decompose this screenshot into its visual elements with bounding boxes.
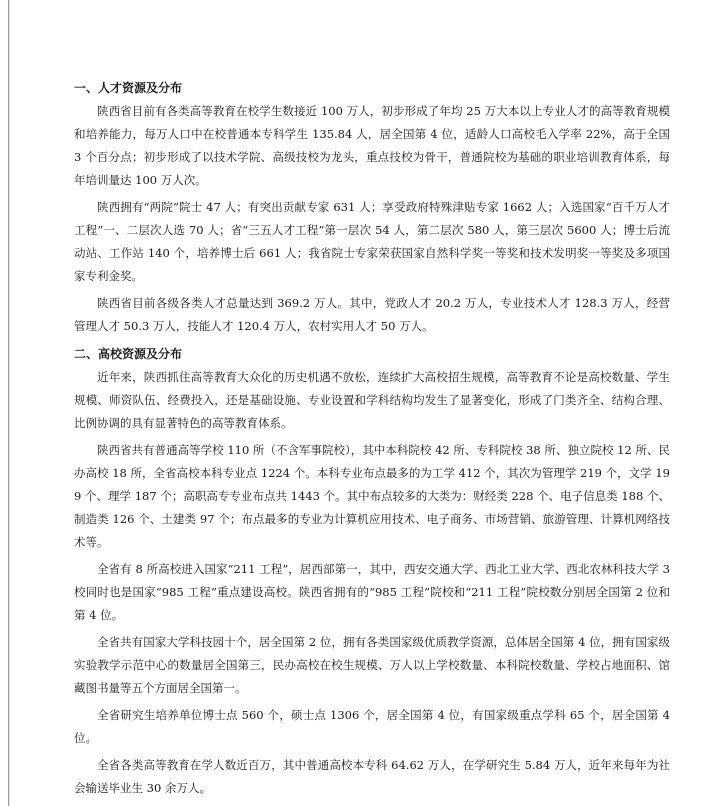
document-body — [74, 76, 670, 804]
paragraph-graduate-programs: 全省研究生培养单位博士点 560 个，硕士点 1306 个，居全国第 4 位，有国家级重点学科 65 个，居全国第 4 位。 — [74, 708, 670, 745]
page-edge-shadow — [9, 0, 10, 806]
paragraph-enrollment: 陕西省目前有各类高等教育在校学生数接近 100 万人，初步形成了年均 25 万大本以上专业人才的高等教育规模和培养能力，每万人口中在校普通本专科学生 135.84 人，居全国第 4 位，适龄人口高校毛入学率 22%，高于全国 3 个百分点；初步形成了以技术学院、高级技校为龙头，重点技校为骨干，普通院校为基础的职业培训教育体系，每年培训量达 100 万人次。 — [74, 104, 670, 187]
section-heading-talent: 一、人才资源及分布 — [74, 81, 183, 95]
paragraph-student-numbers: 全省各类高等教育在学人数近百万，其中普通高校本专科 64.62 万人，在学研究生 5.84 万人，近年来每年为社会输送毕业生 30 余万人。 — [74, 758, 670, 795]
section-heading-universities: 二、高校资源及分布 — [74, 347, 183, 361]
paragraph-higher-education: 近年来，陕西抓住高等教育大众化的历史机遇不放松，连续扩大高校招生规模，高等教育不论是高校数量、学生规模、师资队伍、经费投入，还是基础设施、专业设置和学科结构均发生了显著变化，形成了门类齐全、结构合理、比例协调的具有显著特色的高等教育体系。 — [74, 370, 670, 430]
paragraph-experts: 陕西拥有“两院”院士 47 人；有突出贡献专家 631 人；享受政府特殊津贴专家 1662 人；入选国家“百千万人才工程”一、二层次人选 70 人；省“三五人才工程”第一层次 54 人，第二层次 580 人，第三层次 5600 人；博士后流动站、工作站 140 个，培养博士后 661 人；我省院士专家荣获国家自然科学奖一等奖和技术发明奖一等奖及多项国家专利金奖。 — [74, 200, 670, 283]
paragraph-talent-total: 陕西省目前各级各类人才总量达到 369.2 万人。其中，党政人才 20.2 万人，专业技术人才 128.3 万人，经营管理人才 50.3 万人，技能人才 120.4 万人，农村实用人才 50 万人。 — [74, 296, 670, 333]
paragraph-211-985: 全省有 8 所高校进入国家“211 工程”，居西部第一，其中，西安交通大学、西北工业大学、西北农林科技大学 3 校同时也是国家“985 工程”重点建设高校。陕西省拥有的“985 工程”院校和“211 工程”院校数分别居全国第 2 位和第 4 位。 — [74, 562, 670, 622]
paragraph-institutions: 陕西省共有普通高等学校 110 所（不含军事院校），其中本科院校 42 所、专科院校 38 所、独立院校 12 所、民办高校 18 所，全省高校本科专业点 1224 个。本科专业布点最多的为工学 412 个，其次为管理学 219 个，文学 199 个、理学 187 个；高职高专专业布点共 1443 个。其中布点较多的大类为：财经类 228 个、电子信息类 188 个、制造类 126 个、土建类 97 个；布点最多的专业为计算机应用技术、电子商务、市场营销、旅游管理、计算机网络技术等。 — [74, 443, 670, 549]
paragraph-science-parks: 全省共有国家大学科技园十个，居全国第 2 位，拥有各类国家级优质教学资源，总体居全国第 4 位，拥有国家级实验教学示范中心的数量居全国第三，民办高校在校生规模、万人以上学校数量、本科院校数量、学校占地面积、馆藏图书量等五个方面居全国第一。 — [74, 635, 670, 695]
